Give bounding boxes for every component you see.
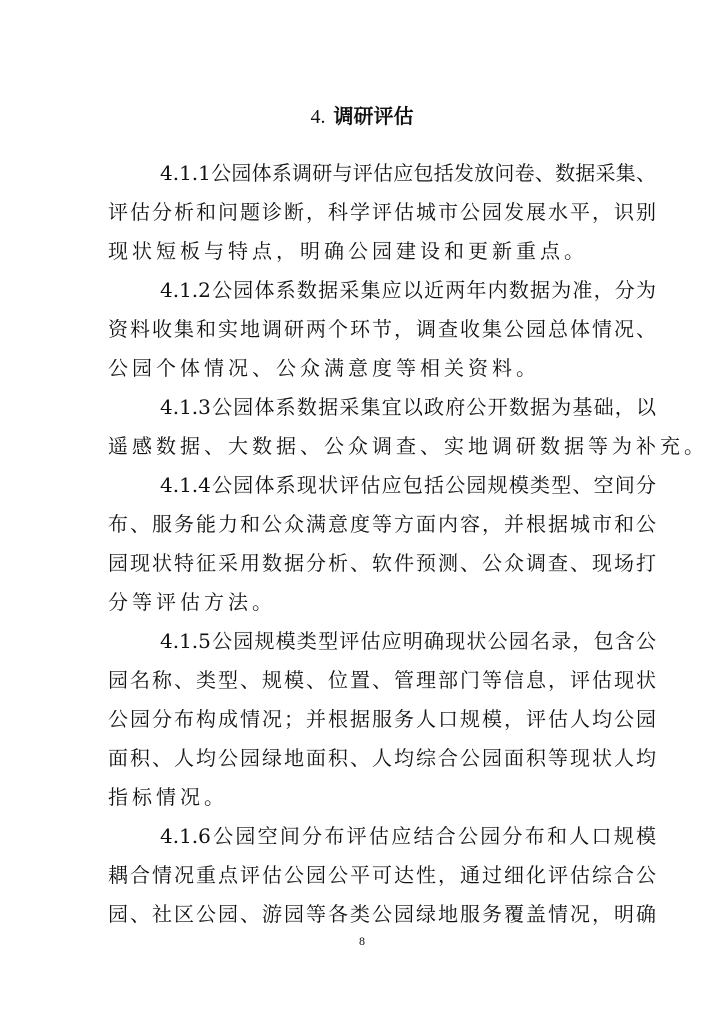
paragraph-line: 布、服务能力和公众满意度等方面内容，并根据城市和公 [108,512,656,536]
paragraph-line: 4.1.6公园空间分布评估应结合公园分布和人口规模 [160,824,656,848]
section-number: 4. [310,106,326,128]
paragraph [108,392,708,470]
paragraph [108,470,656,626]
paragraph-line: 分等评估方法。 [108,590,276,614]
paragraph-line: 园名称、类型、规模、位置、管理部门等信息，评估现状 [108,668,656,692]
paragraph-line: 指标情况。 [108,785,228,809]
paragraph [108,275,656,392]
paragraph-line: 4.1.3公园体系数据采集宜以政府公开数据为基础，以 [160,395,656,419]
paragraph [108,821,656,938]
paragraph-line: 4.1.4公园体系现状评估应包括公园规模类型、空间分 [160,473,656,497]
paragraph-line: 评估分析和问题诊断，科学评估城市公园发展水平，识别 [108,200,656,224]
paragraph-line: 4.1.2公园体系数据采集应以近两年内数据为准，分为 [160,278,656,302]
paragraph-line: 遥感数据、大数据、公众调查、实地调研数据等为补充。 [108,434,708,458]
paragraph-line: 公园分布构成情况；并根据服务人口规模，评估人均公园 [108,707,656,731]
paragraph-line: 资料收集和实地调研两个环节，调查收集公园总体情况、 [108,317,656,341]
paragraph-line: 园、社区公园、游园等各类公园绿地服务覆盖情况，明确 [108,902,656,926]
paragraph-line: 园现状特征采用数据分析、软件预测、公众调查、现场打 [108,551,656,575]
paragraph [108,158,656,275]
paragraph-line: 4.1.5公园规模类型评估应明确现状公园名录，包含公 [160,629,656,653]
section-heading [0,100,724,129]
paragraph-line: 耦合情况重点评估公园公平可达性，通过细化评估综合公 [108,863,656,887]
paragraph-line: 面积、人均公园绿地面积、人均综合公园面积等现状人均 [108,746,656,770]
document-body [108,158,708,938]
page-number: 8 [359,934,365,948]
section-title: 调研评估 [333,104,414,128]
paragraph-line: 现状短板与特点，明确公园建设和更新重点。 [108,239,588,263]
paragraph-line: 4.1.1公园体系调研与评估应包括发放问卷、数据采集、 [160,161,656,185]
paragraph [108,626,656,821]
paragraph-line: 公园个体情况、公众满意度等相关资料。 [108,356,540,380]
